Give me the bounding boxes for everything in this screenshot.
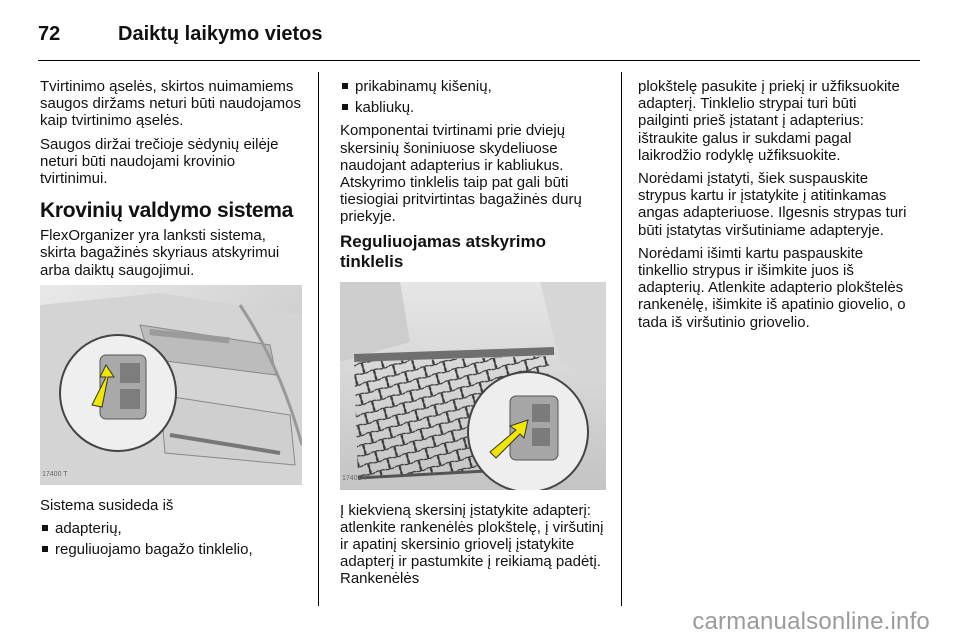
header-rule (38, 60, 920, 61)
list-item: adapterių, (40, 520, 302, 537)
component-list-continued (340, 78, 606, 116)
watermark: carmanualsonline.info (692, 608, 930, 635)
figure-id: 17401 T (342, 475, 368, 483)
page-title: Daiktų laikymo vietos (118, 22, 323, 45)
subsection-title: Reguliuojamas atskyrimo tinklelis (340, 231, 546, 271)
list-item: kabliukų. (340, 99, 606, 116)
figure-adapter-illustration (40, 285, 302, 485)
column-1 (40, 78, 302, 564)
net-illustration (340, 282, 606, 490)
list-intro: Sistema susideda iš (40, 496, 174, 514)
component-list (40, 520, 302, 558)
paragraph: Saugos diržai trečioje sėdynių eilėje neturi būti naudojami krovinio tvirtinimui. (40, 135, 279, 188)
page-header (38, 14, 920, 54)
paragraph: Tvirtinimo ąselės, skirtos nuimamiems saugos diržams neturi būti naudojamos kaip tvirtinimo ąselės. (40, 78, 301, 130)
column-2 (340, 78, 606, 594)
figure-net-illustration (340, 282, 606, 490)
paragraph: Komponentai tvirtinami prie dviejų skersinių šoniniuose skydeliuose naudojant adapterius ir kabliukus. Atskyrimo tinklelis taip pat gali būti tiesiogiai pritvirtintas bagažinės durų priekyje. (340, 122, 582, 226)
column-divider-2 (621, 72, 622, 606)
section-title: Krovinių valdymo sistema (40, 199, 294, 223)
paragraph: Į kiekvieną skersinį įstatykite adapterį: atlenkite rankenėlės plokštelę, į viršutinį ir apatinį skersinio griovelį įstatykite adapterį ir pastumkite į reikiamą padėtį. Rankenėlės (340, 501, 604, 588)
column-3 (638, 78, 908, 337)
adapter-illustration (40, 285, 302, 485)
paragraph: FlexOrganizer yra lanksti sistema, skirta bagažinės skyriaus atskyrimui arba daiktų saugojimui. (40, 227, 280, 279)
paragraph: Norėdami įstatyti, šiek suspauskite strypus kartu ir įstatykite į atitinkamas angas adapteriuose. Ilgesnis strypas turi būti įstatytas viršutiniame adapteryje. (638, 170, 907, 239)
page-number: 72 (38, 22, 61, 45)
list-item: prikabinamų kišenių, (340, 78, 606, 95)
column-divider-1 (318, 72, 319, 606)
paragraph: plokštelę pasukite į priekį ir užfiksuokite adapterį. Tinklelio strypai turi būti pailginti prieš įstatant į adapterius: ištraukite galus ir sukdami pagal laikrodžio rodyklę užfiksuokite. (638, 78, 900, 164)
figure-id: 17400 T (42, 470, 68, 478)
list-item: reguliuojamo bagažo tinklelio, (40, 541, 302, 558)
paragraph: Norėdami išimti kartu paspauskite tinkellio strypus ir išimkite juos iš adapterių. Atlenkite adapterio plokštelės rankenėlę, išimkite iš apatinio giovelio, o tada iš viršutinio griovelio. (638, 244, 906, 331)
